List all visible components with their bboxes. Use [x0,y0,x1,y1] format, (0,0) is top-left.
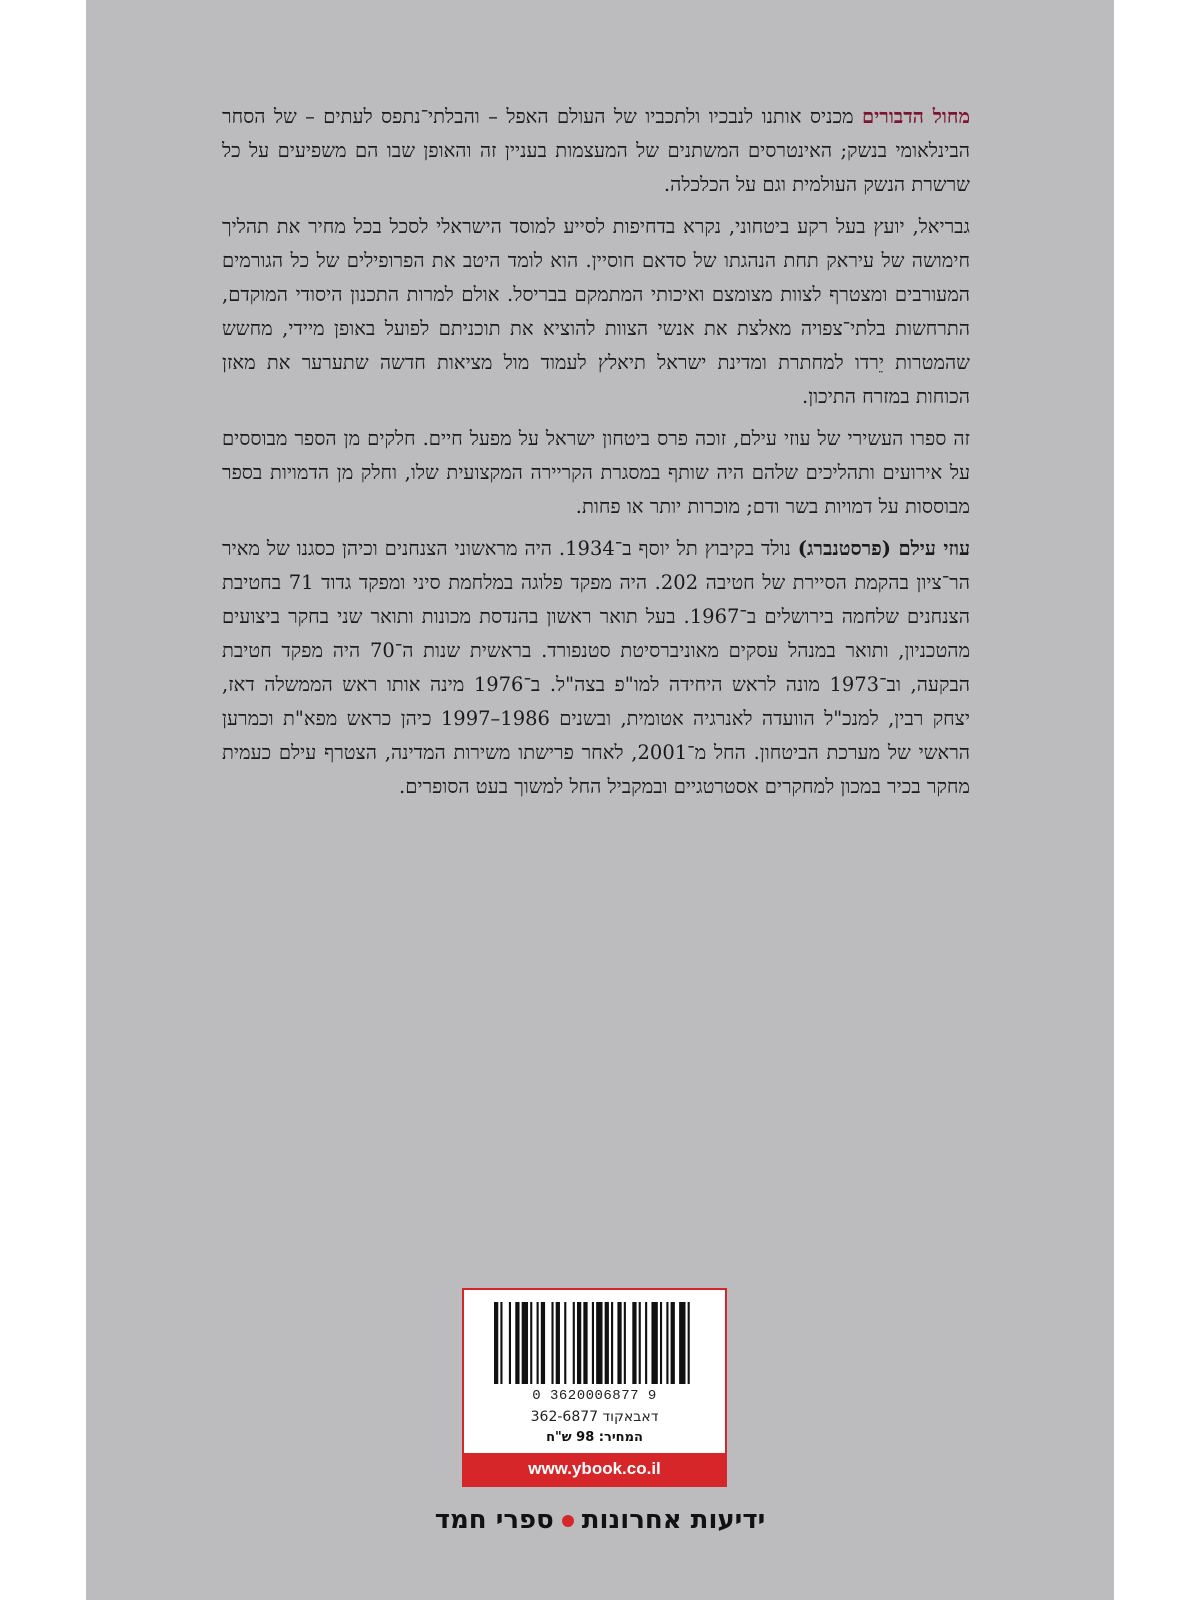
paragraph-author-bio [222,532,970,804]
barcode-bar [611,1302,613,1384]
barcode-bar [639,1302,641,1384]
barcode-bar [651,1302,657,1384]
author-bio-text: נולד בקיבוץ תל יוסף ב־1934. היה מראשוני הצנחנים וכיהן כסגנו של מאיר הר־ציון בהקמת הסיירת של חטיבה 202. היה מפקד פלוגה במלחמת סיני ומפקד גדוד 71 בחטיבת הצנחנים שלחמה בירושלים ב־1967. בעל תואר ראשון בהנדסת מכונות ותואר שני בחקר ביצועים מהטכניון, ותואר במנהל עסקים מאוניברסיטת סטנפורד. בראשית שנות ה־70 היה מפקד חטיבת הבקעה, וב־1973 מונה לראש היחידה למו"פ בצה"ל. ב־1976 מינה אותו ראש הממשלה דאז, יצחק רבין, למנכ"ל הוועדה לאנרגיה אטומית, ובשנים 1986–1997 כיהן כראש מפא"ת וכמרען הראשי של מערכת הביטחון. החל מ־2001, לאחר פרישתו משירות המדינה, הצטרף עילם כעמית מחקר בכיר במכון למחקרים אסטרטגיים ובמקביל החל למשוך בעט הסופרים. [222,537,971,798]
author-name-inline: עוזי עילם (פרסטנברג) [797,537,970,560]
barcode-bar [577,1302,581,1384]
barcode-bar [541,1302,545,1384]
barcode-bar [605,1302,609,1384]
paragraph-plot: גבריאל, יועץ בעל רקע ביטחוני, נקרא בדחיפות לסייע למוסד הישראלי לסכל בכל מחיר את תהליך חימושה של עיראק תחת הנהגתו של סדאם חוסיין. הוא לומד היטב את הפרופילים של כל הגורמים המעורבים ומצטרף לצוות מצומצם ואיכותי המתמקם בבריסל. אולם למרות התכנון היסודי המוקדם, התרחשות בלתי־צפויה מאלצת את אנשי הצוות להוציא את תוכניתם לפועל באופן מיידי, מחשש שהמטרות יֵרדו למחתרת ומדינת ישראל תיאלץ לעמוד מול מציאות חדשה שתערער את מאזן הכוחות במזרח התיכון. [222,215,970,408]
paragraph-intro [222,100,970,202]
publisher-right-name: ספרי חמד [434,1505,554,1535]
barcode-bar [556,1302,560,1384]
barcode-bar [596,1302,602,1384]
barcode-image [494,1302,694,1384]
barcode-bar [666,1302,668,1384]
barcode-label [462,1288,727,1487]
publisher-line [86,1505,1114,1535]
barcode-code-line: דאבאקוד 362-6877 [530,1409,659,1425]
barcode-bar [671,1302,675,1384]
barcode-bar [494,1302,498,1384]
barcode-bar [660,1302,662,1384]
bullet-dot-icon [562,1515,574,1527]
barcode-bar [509,1302,511,1384]
barcode-bar [624,1302,626,1384]
barcode-bar [617,1302,621,1384]
price-label: המחיר: 98 ש"ח [546,1430,643,1445]
barcode-bar [592,1302,594,1384]
barcode-bar [522,1302,528,1384]
barcode-bar [530,1302,532,1384]
barcode-bar [679,1302,685,1384]
barcode-bar [564,1302,566,1384]
barcode-bar [573,1302,575,1384]
barcode-bar [551,1302,553,1384]
website-bar: www.ybook.co.il [464,1453,725,1485]
barcode-bar [515,1302,519,1384]
paragraph-author-note: זה ספרו העשירי של עוזי עילם, זוכה פרס ביטחון ישראל על מפעל חיים. חלקים מן הספר מבוססים על אירועים ותהליכים שלהם היה שותף במסגרת הקריירה המקצועית שלו, וחלק מן הדמויות בספר מבוססות על דמויות בשר ודם; מוכרות יותר או פחות. [222,427,970,518]
paragraph-intro-text: מכניס אותנו לנבכיו ולתכביו של העולם האפל – והבלתי־נתפס לעתים – של הסחר הבינלאומי בנשק; האינטרסים המשתנים של המעצמות בעניין זה והאופן שבו הם משפיעים על כל שרשרת הנשק העולמית וגם על הכלכלה. [222,105,970,196]
publisher-left-name: ידיעות אחרונות [581,1505,766,1535]
barcode-bar [537,1302,539,1384]
barcode-bar [632,1302,636,1384]
barcode-bar [583,1302,587,1384]
blurb-text [222,100,970,812]
book-title-inline: מחול הדבורים [861,105,970,128]
barcode-digits: 0 3620006877 9 [532,1388,657,1404]
barcode-bar [688,1302,690,1384]
barcode-bar [645,1302,647,1384]
barcode-bar [500,1302,502,1384]
